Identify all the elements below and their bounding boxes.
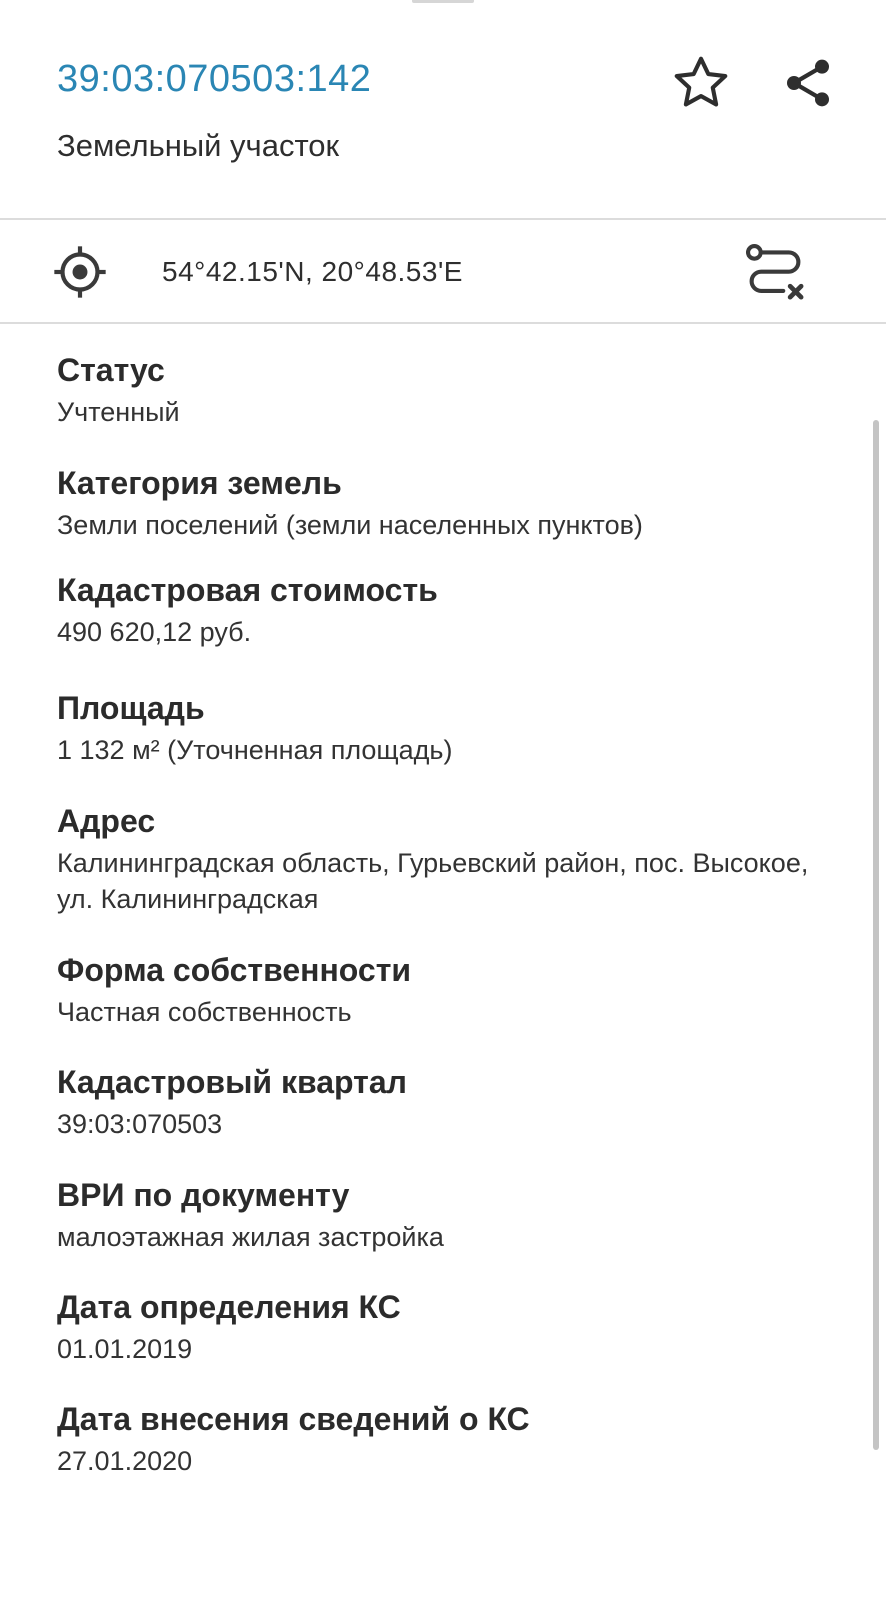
share-button[interactable] [775,50,841,116]
field-label: Категория земель [57,465,342,501]
field-label: Кадастровая стоимость [57,572,438,608]
star-outline-icon [670,52,732,114]
field-label: Кадастровый квартал [57,1064,407,1100]
object-type: Земельный участок [57,128,340,163]
coordinates-text[interactable]: 54°42.15'N, 20°48.53'E [162,256,463,287]
field-value: Учтенный [57,397,180,427]
field-label: Адрес [57,803,156,839]
field-address [57,801,847,917]
field-label: Форма собственности [57,952,412,988]
crosshair-icon[interactable] [52,244,108,300]
field-value: 1 132 м² (Уточненная площадь) [57,735,453,765]
field-cadastral-value [57,570,847,650]
route-button[interactable] [740,238,810,308]
field-value: Частная собственность [57,997,352,1027]
field-land-category [57,463,847,543]
field-value: 39:03:070503 [57,1109,223,1139]
field-label: ВРИ по документу [57,1177,350,1213]
field-label: Дата определения КС [57,1289,401,1325]
field-ownership [57,950,847,1030]
field-area [57,688,847,768]
field-label: Дата внесения сведений о КС [57,1401,530,1437]
scrollbar[interactable] [873,420,879,1450]
field-value: Калининградская область, Гурьевский район, пос. Высокое, ул. Калининградская [57,848,809,914]
field-value: малоэтажная жилая застройка [57,1222,444,1252]
field-value: 490 620,12 руб. [57,617,252,647]
field-valuation-date [57,1287,847,1367]
field-value: 01.01.2019 [57,1334,193,1364]
field-valuation-entry-date [57,1399,847,1479]
field-permitted-use [57,1175,847,1255]
cadastral-number[interactable]: 39:03:070503:142 [57,58,372,100]
field-cadastral-quarter [57,1062,847,1142]
divider [0,322,886,324]
field-value: 27.01.2020 [57,1446,193,1476]
route-clear-icon [742,240,808,306]
coordinates-row[interactable] [0,220,886,322]
field-label: Площадь [57,690,205,726]
field-value: Земли поселений (земли населенных пунктов) [57,510,643,540]
object-header [0,0,886,218]
field-label: Статус [57,352,165,388]
favorite-button[interactable] [668,50,734,116]
share-icon [780,55,836,111]
field-status [57,350,847,430]
